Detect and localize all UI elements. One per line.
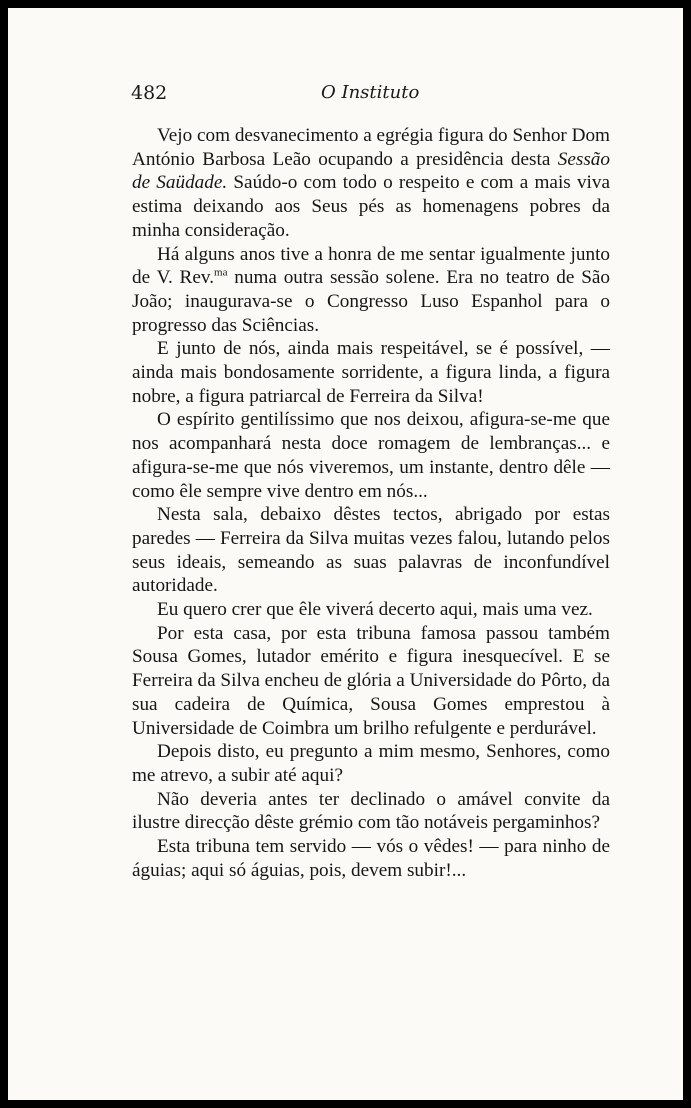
book-page <box>8 8 683 1100</box>
paragraph: Depois disto, eu pregunto a mim mesmo, Senhores, como me atrevo, a subir até aqui? <box>132 741 610 786</box>
paragraph: Esta tribuna tem servido — vós o vêdes! — para ninho de águias; aqui só águias, pois, devem subir!... <box>132 836 610 881</box>
page-header <box>131 82 621 112</box>
paragraph: Nesta sala, debaixo dêstes tectos, abrigado por estas paredes — Ferreira da Silva muitas vezes falou, lutando pelos seus ideais, semeando as suas palavras de inconfundível autoridade. <box>132 504 610 597</box>
running-title: O Instituto <box>321 82 420 103</box>
paragraph: O espírito gentilíssimo que nos deixou, afigura-se-me que nos acompanhará nesta doce romagem de lembranças... e afigura-se-me que nós viveremos, um instante, dentro dêle — como êle sempre vive dentro em nós... <box>132 409 610 502</box>
paragraph: Vejo com desvanecimento a egrégia figura do Senhor Dom António Barbosa Leão ocupando a presidência desta Sessão de Saüdade. Saúdo-o com todo o respeito e com a mais viva estima deixando aos Seus pés as homenagens pobres da minha consideração. <box>132 125 610 241</box>
page-number: 482 <box>131 82 168 104</box>
paragraph: Por esta casa, por esta tribuna famosa passou também Sousa Gomes, lutador emérito e figura inesquecível. E se Ferreira da Silva encheu de glória a Universidade do Pôrto, da sua cadeira de Química, Sousa Gomes emprestou à Universidade de Coimbra um brilho refulgente e perdurável. <box>132 622 610 739</box>
paragraph: E junto de nós, ainda mais respeitável, se é possível, — ainda mais bondosamente sorridente, a figura linda, a figura nobre, a figura patriarcal de Ferreira da Silva! <box>132 338 610 407</box>
paragraph: Eu quero crer que êle viverá decerto aqui, mais uma vez. <box>157 599 593 621</box>
body-text <box>132 124 610 883</box>
paragraph: Há alguns anos tive a honra de me sentar igualmente junto de V. Rev.$^{ma}$ numa outra sessão solene. Era no teatro de São João; inaugurava-se o Congresso Luso Espanhol para o progresso das Sciências. <box>132 243 610 336</box>
paragraph: Não deveria antes ter declinado o amável convite da ilustre direcção dêste grémio com tão notáveis pergaminhos? <box>132 788 610 834</box>
